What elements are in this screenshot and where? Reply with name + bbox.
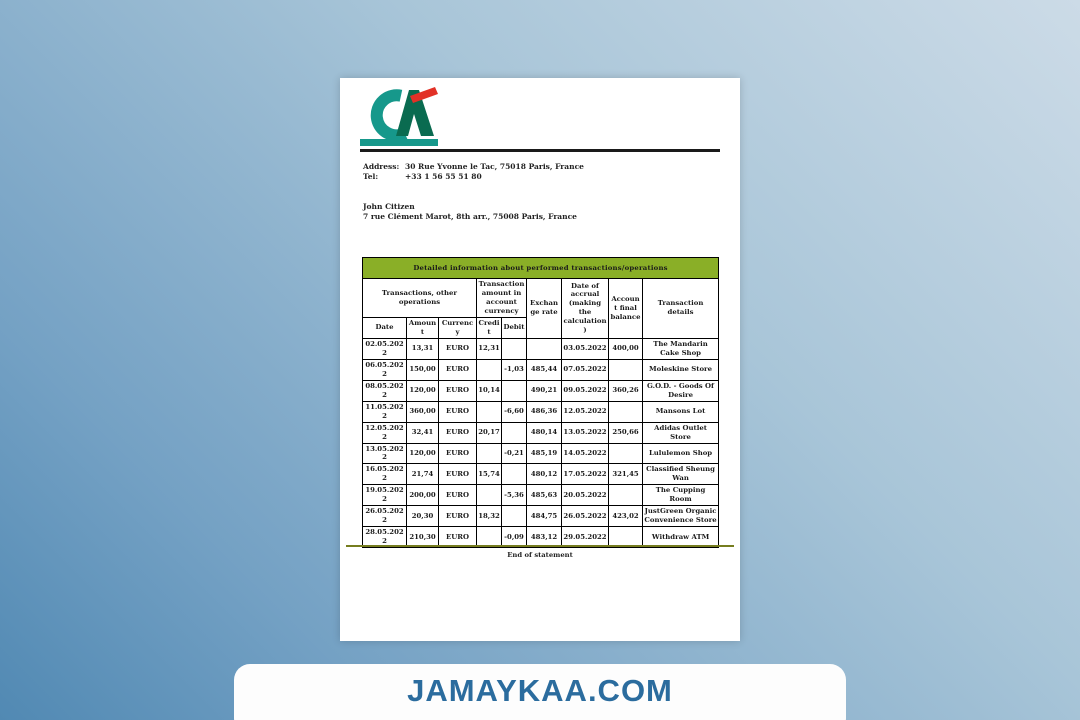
- cell-debit: [502, 464, 527, 485]
- header-currency: Currency: [439, 317, 477, 338]
- transactions-table: [362, 257, 719, 548]
- watermark-site-text: JAMAYKAA.COM: [407, 673, 673, 708]
- transaction-row: [363, 443, 719, 464]
- cell-credit: 12,31: [477, 338, 502, 359]
- logo-underline-bar: [360, 139, 438, 146]
- cell-debit: -0,21: [502, 443, 527, 464]
- cell-debit: -0,09: [502, 527, 527, 548]
- cell-debit: [502, 338, 527, 359]
- cell-currency: EURO: [439, 359, 477, 380]
- cell-final-balance: 400,00: [609, 338, 643, 359]
- header-credit: Credit: [477, 317, 502, 338]
- header-amount-in-account: Transaction amount in account currency: [477, 279, 527, 318]
- cell-currency: EURO: [439, 506, 477, 527]
- cell-details: JustGreen Organic Convenience Store: [643, 506, 719, 527]
- cell-details: G.O.D. - Goods Of Desire: [643, 380, 719, 401]
- cell-details: The Mandarin Cake Shop: [643, 338, 719, 359]
- cell-details: Classified Sheung Wan: [643, 464, 719, 485]
- cell-credit: [477, 359, 502, 380]
- cell-date: 12.05.2022: [363, 422, 407, 443]
- tel-label: Tel:: [363, 172, 379, 181]
- header-exchange-rate: Exchange rate: [527, 279, 562, 339]
- header-transaction-details: Transaction details: [643, 279, 719, 339]
- cell-currency: EURO: [439, 401, 477, 422]
- cell-currency: EURO: [439, 464, 477, 485]
- transaction-row: [363, 380, 719, 401]
- cell-exchange-rate: 485,63: [527, 485, 562, 506]
- header-amount: Amount: [407, 317, 439, 338]
- cell-date: 13.05.2022: [363, 443, 407, 464]
- address-label: Address:: [363, 162, 400, 171]
- cell-exchange-rate: 490,21: [527, 380, 562, 401]
- cell-amount: 20,30: [407, 506, 439, 527]
- cell-amount: 120,00: [407, 443, 439, 464]
- cell-amount: 150,00: [407, 359, 439, 380]
- cell-debit: -6,60: [502, 401, 527, 422]
- address-value: 30 Rue Yvonne le Tac, 75018 Paris, France: [405, 162, 584, 171]
- cell-date: 16.05.2022: [363, 464, 407, 485]
- cell-credit: 18,32: [477, 506, 502, 527]
- cell-currency: EURO: [439, 485, 477, 506]
- transaction-row: [363, 506, 719, 527]
- cell-amount: 21,74: [407, 464, 439, 485]
- cell-accrual-date: 14.05.2022: [562, 443, 609, 464]
- cell-final-balance: [609, 443, 643, 464]
- cell-amount: 13,31: [407, 338, 439, 359]
- cell-credit: 10,14: [477, 380, 502, 401]
- transaction-row: [363, 338, 719, 359]
- cell-date: 28.05.2022: [363, 527, 407, 548]
- cell-final-balance: 321,45: [609, 464, 643, 485]
- cell-amount: 360,00: [407, 401, 439, 422]
- header-divider: [360, 149, 720, 152]
- cell-final-balance: [609, 485, 643, 506]
- cell-amount: 210,30: [407, 527, 439, 548]
- transaction-row: [363, 422, 719, 443]
- cell-amount: 120,00: [407, 380, 439, 401]
- transaction-row: [363, 464, 719, 485]
- cell-date: 06.05.2022: [363, 359, 407, 380]
- cell-final-balance: 423,02: [609, 506, 643, 527]
- cell-final-balance: 360,26: [609, 380, 643, 401]
- cell-accrual-date: 12.05.2022: [562, 401, 609, 422]
- cell-accrual-date: 20.05.2022: [562, 485, 609, 506]
- header-final-balance: Account final balance: [609, 279, 643, 339]
- end-of-statement-divider: [346, 545, 734, 547]
- cell-final-balance: [609, 401, 643, 422]
- cell-debit: -1,03: [502, 359, 527, 380]
- header-debit: Debit: [502, 317, 527, 338]
- cell-exchange-rate: 485,44: [527, 359, 562, 380]
- cell-currency: EURO: [439, 338, 477, 359]
- cell-credit: [477, 401, 502, 422]
- cell-exchange-rate: 483,12: [527, 527, 562, 548]
- cell-details: Mansons Lot: [643, 401, 719, 422]
- transaction-row: [363, 359, 719, 380]
- transaction-row: [363, 485, 719, 506]
- cell-date: 11.05.2022: [363, 401, 407, 422]
- cell-exchange-rate: [527, 338, 562, 359]
- transactions-body: [363, 338, 719, 547]
- cell-exchange-rate: 480,14: [527, 422, 562, 443]
- client-name: John Citizen: [363, 202, 415, 211]
- bank-statement-page: [340, 78, 740, 641]
- cell-credit: 20,17: [477, 422, 502, 443]
- cell-credit: [477, 443, 502, 464]
- header-transactions-group: Transactions, other operations: [363, 279, 477, 318]
- credit-agricole-logo-icon: [360, 86, 440, 148]
- cell-details: The Cupping Room: [643, 485, 719, 506]
- cell-accrual-date: 03.05.2022: [562, 338, 609, 359]
- cell-exchange-rate: 485,19: [527, 443, 562, 464]
- cell-debit: [502, 380, 527, 401]
- cell-date: 19.05.2022: [363, 485, 407, 506]
- header-accrual-date: Date of accrual (making the calculation): [562, 279, 609, 339]
- cell-date: 26.05.2022: [363, 506, 407, 527]
- cell-accrual-date: 07.05.2022: [562, 359, 609, 380]
- cell-details: Lululemon Shop: [643, 443, 719, 464]
- bank-contact-block: [363, 162, 584, 182]
- cell-exchange-rate: 486,36: [527, 401, 562, 422]
- cell-currency: EURO: [439, 527, 477, 548]
- watermark-banner: [234, 664, 846, 720]
- cell-accrual-date: 17.05.2022: [562, 464, 609, 485]
- cell-currency: EURO: [439, 380, 477, 401]
- cell-accrual-date: 09.05.2022: [562, 380, 609, 401]
- cell-final-balance: 250,66: [609, 422, 643, 443]
- cell-accrual-date: 13.05.2022: [562, 422, 609, 443]
- cell-details: Withdraw ATM: [643, 527, 719, 548]
- cell-date: 02.05.2022: [363, 338, 407, 359]
- client-block: [363, 202, 577, 222]
- cell-debit: [502, 506, 527, 527]
- cell-currency: EURO: [439, 422, 477, 443]
- logo-red-slash: [410, 87, 438, 103]
- tel-value: +33 1 56 55 51 80: [405, 172, 482, 181]
- cell-accrual-date: 26.05.2022: [562, 506, 609, 527]
- client-address: 7 rue Clément Marot, 8th arr., 75008 Paris, France: [363, 212, 577, 221]
- table-title: Detailed information about performed transactions/operations: [363, 258, 719, 279]
- cell-debit: -5,36: [502, 485, 527, 506]
- cell-currency: EURO: [439, 443, 477, 464]
- cell-amount: 200,00: [407, 485, 439, 506]
- cell-date: 08.05.2022: [363, 380, 407, 401]
- header-date: Date: [363, 317, 407, 338]
- cell-credit: 15,74: [477, 464, 502, 485]
- cell-amount: 32,41: [407, 422, 439, 443]
- cell-exchange-rate: 480,12: [527, 464, 562, 485]
- transaction-row: [363, 401, 719, 422]
- cell-final-balance: [609, 359, 643, 380]
- cell-credit: [477, 485, 502, 506]
- cell-details: Moleskine Store: [643, 359, 719, 380]
- end-of-statement-text: End of statement: [507, 551, 573, 559]
- cell-accrual-date: 29.05.2022: [562, 527, 609, 548]
- cell-details: Adidas Outlet Store: [643, 422, 719, 443]
- cell-debit: [502, 422, 527, 443]
- cell-exchange-rate: 484,75: [527, 506, 562, 527]
